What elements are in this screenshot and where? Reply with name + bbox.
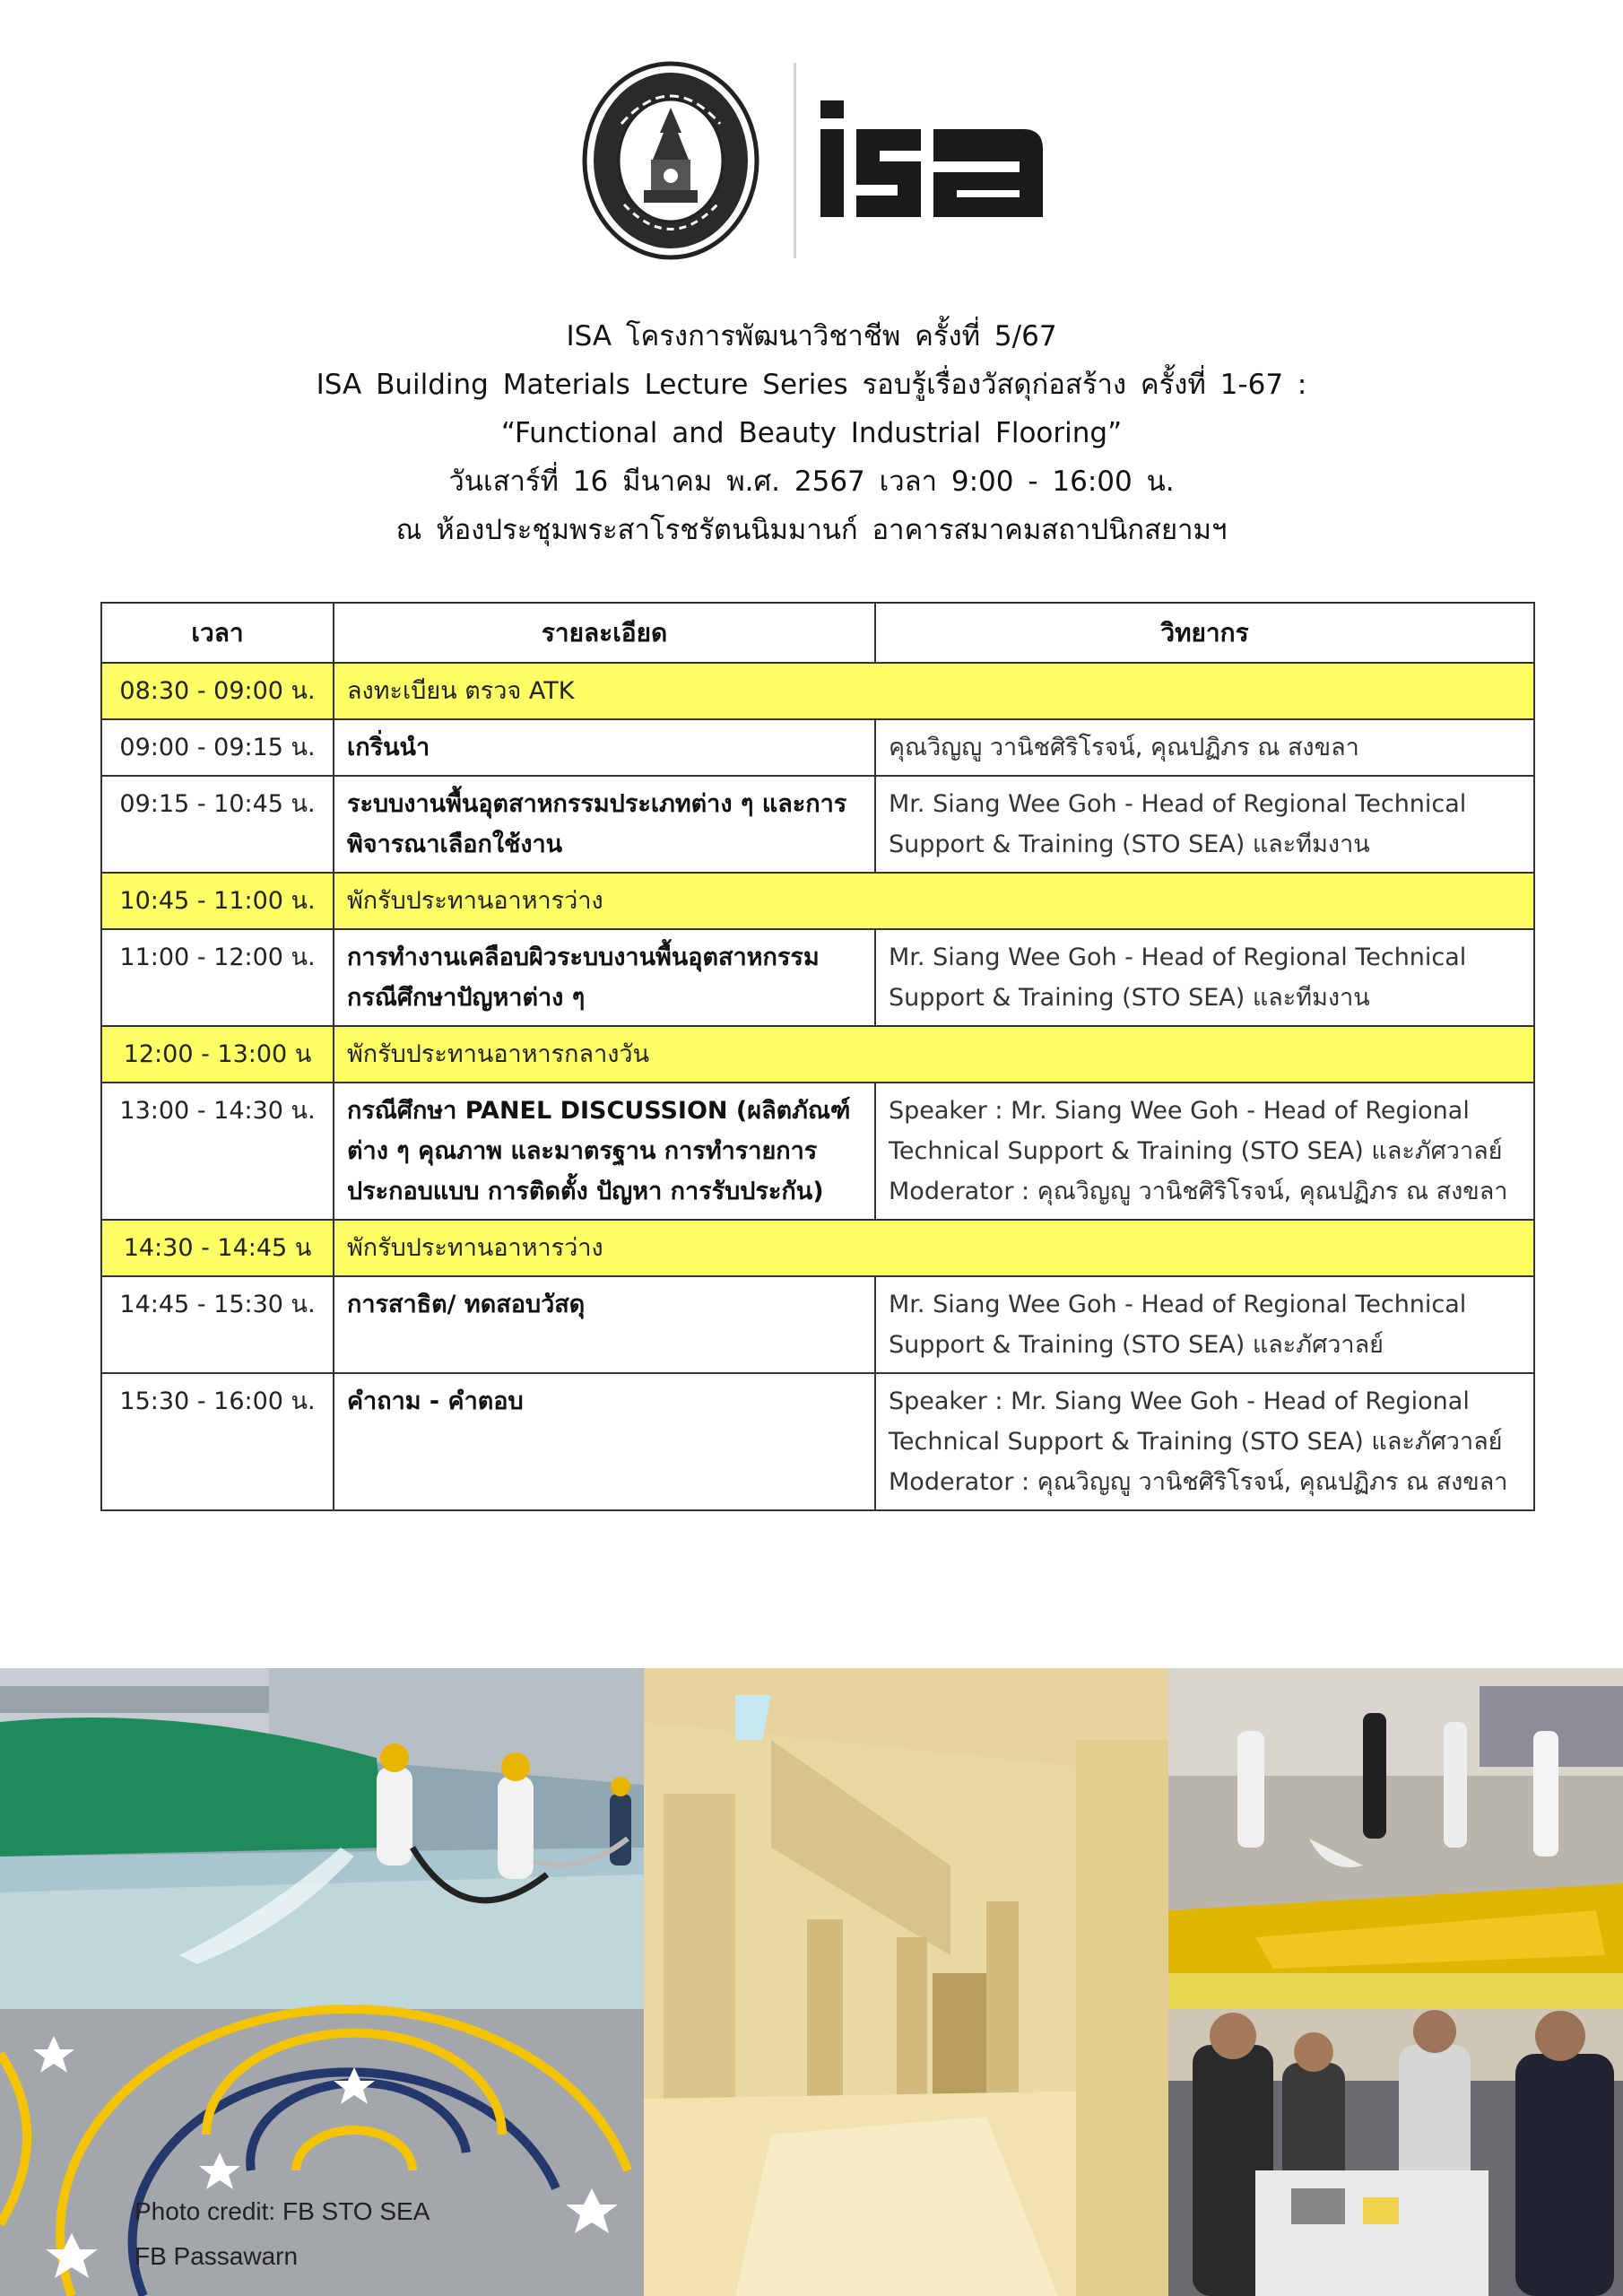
row-speaker — [875, 929, 1534, 1026]
row-detail — [334, 929, 875, 1026]
row-detail-line: ต่าง ๆ คุณภาพ และมาตรฐาน การทำรายการ — [347, 1137, 818, 1165]
photo-floor-demo — [1168, 1668, 1623, 1973]
table-row — [101, 929, 1534, 1026]
column-header-time: เวลา — [101, 603, 334, 663]
table-header-row — [101, 603, 1534, 663]
row-detail-line: ระบบงานพื้นอุตสาหกรรมประเภทต่าง ๆ และการ — [347, 790, 847, 818]
row-speaker-line: Speaker : Mr. Siang Wee Goh - Head of Regional — [889, 1097, 1470, 1125]
row-speaker-line: Mr. Siang Wee Goh - Head of Regional Technical — [889, 1291, 1467, 1318]
association-seal-icon — [581, 61, 760, 260]
table-row — [101, 1373, 1534, 1510]
event-heading — [0, 312, 1623, 554]
table-row — [101, 1276, 1534, 1373]
row-detail: ลงทะเบียน ตรวจ ATK — [334, 663, 1534, 719]
row-speaker-line: Support & Training (STO SEA) และภัศวาลย์ — [889, 1331, 1384, 1359]
row-time: 14:30 - 14:45 น — [101, 1220, 334, 1276]
column-header-speaker: วิทยากร — [875, 603, 1534, 663]
isa-wordmark-logo — [820, 97, 1045, 227]
row-time: 13:00 - 14:30 น. — [101, 1083, 334, 1220]
logo-header — [574, 61, 1049, 263]
heading-venue-line: ณ ห้องประชุมพระสาโรชรัตนนิมมานก์ อาคารสมาคมสถาปนิกสยามฯ — [395, 514, 1228, 546]
row-time: 09:15 - 10:45 น. — [101, 776, 334, 873]
photo-roof-coating — [0, 1668, 644, 2009]
heading-date-line: วันเสาร์ที่ 16 มีนาคม พ.ศ. 2567 เวลา 9:00 - 16:00 น. — [448, 465, 1175, 498]
row-time: 15:30 - 16:00 น. — [101, 1373, 334, 1510]
row-detail-line: กรณีศึกษาปัญหาต่าง ๆ — [347, 984, 586, 1012]
photo-credit-line: Photo credit: FB STO SEA — [135, 2197, 430, 2225]
table-row — [101, 776, 1534, 873]
heading-topic-line: “Functional and Beauty Industrial Flooring” — [500, 417, 1123, 449]
photo-floor-markings — [0, 2009, 644, 2296]
row-detail — [334, 776, 875, 873]
row-detail: พักรับประทานอาหารว่าง — [334, 1220, 1534, 1276]
row-time: 12:00 - 13:00 น — [101, 1026, 334, 1083]
row-speaker-line: Speaker : Mr. Siang Wee Goh - Head of Regional — [889, 1387, 1470, 1415]
row-speaker: คุณวิญญู วานิชศิริโรจน์, คุณปฏิภร ณ สงขลา — [875, 719, 1534, 776]
row-detail: พักรับประทานอาหารว่าง — [334, 873, 1534, 929]
photo-yellow-interior — [644, 1668, 1168, 2296]
row-time: 14:45 - 15:30 น. — [101, 1276, 334, 1373]
table-row — [101, 873, 1534, 929]
row-detail-line: ประกอบแบบ การติดตั้ง ปัญหา การรับประกัน) — [347, 1178, 824, 1205]
row-speaker — [875, 1083, 1534, 1220]
row-detail: พักรับประทานอาหารกลางวัน — [334, 1026, 1534, 1083]
row-speaker-line: Mr. Siang Wee Goh - Head of Regional Technical — [889, 790, 1467, 818]
row-detail — [334, 1083, 875, 1220]
row-time: 09:00 - 09:15 น. — [101, 719, 334, 776]
row-speaker-line: Technical Support & Training (STO SEA) และภัศวาลย์ — [889, 1137, 1503, 1165]
photo-credit-line: FB Passawarn — [135, 2242, 299, 2270]
row-time: 08:30 - 09:00 น. — [101, 663, 334, 719]
table-row — [101, 1220, 1534, 1276]
table-row — [101, 1026, 1534, 1083]
row-detail: เกริ่นนำ — [334, 719, 875, 776]
heading-series-line: ISA Building Materials Lecture Series รอบรู้เรื่องวัสดุก่อสร้าง ครั้งที่ 1-67 : — [316, 369, 1307, 401]
row-detail: การสาธิต/ ทดสอบวัสดุ — [334, 1276, 875, 1373]
row-speaker-line: Support & Training (STO SEA) และทีมงาน — [889, 984, 1370, 1012]
schedule-table — [100, 602, 1535, 1511]
row-speaker-line: Mr. Siang Wee Goh - Head of Regional Technical — [889, 944, 1467, 971]
row-speaker-line: Moderator : คุณวิญญู วานิชศิริโรจน์, คุณปฏิภร ณ สงขลา — [889, 1178, 1508, 1205]
row-detail: คำถาม - คำตอบ — [334, 1373, 875, 1510]
logo-divider — [794, 63, 796, 258]
row-speaker — [875, 1276, 1534, 1373]
table-row — [101, 663, 1534, 719]
row-detail-line: การทำงานเคลือบผิวระบบงานพื้นอุตสาหกรรม — [347, 944, 820, 971]
row-time: 10:45 - 11:00 น. — [101, 873, 334, 929]
row-speaker-line: Technical Support & Training (STO SEA) และภัศวาลย์ — [889, 1428, 1503, 1456]
row-time: 11:00 - 12:00 น. — [101, 929, 334, 1026]
row-detail-line: กรณีศึกษา PANEL DISCUSSION (ผลิตภัณฑ์ — [347, 1097, 851, 1125]
row-speaker-line: Moderator : คุณวิญญู วานิชศิริโรจน์, คุณปฏิภร ณ สงขลา — [889, 1468, 1508, 1496]
heading-program-line: ISA โครงการพัฒนาวิชาชีพ ครั้งที่ 5/67 — [566, 320, 1057, 352]
table-row — [101, 1083, 1534, 1220]
row-speaker — [875, 1373, 1534, 1510]
row-speaker — [875, 776, 1534, 873]
row-speaker-line: Support & Training (STO SEA) และทีมงาน — [889, 831, 1370, 858]
column-header-detail: รายละเอียด — [334, 603, 875, 663]
photo-product-exhibit — [1168, 1973, 1623, 2296]
table-row — [101, 719, 1534, 776]
row-detail-line: พิจารณาเลือกใช้งาน — [347, 831, 563, 858]
